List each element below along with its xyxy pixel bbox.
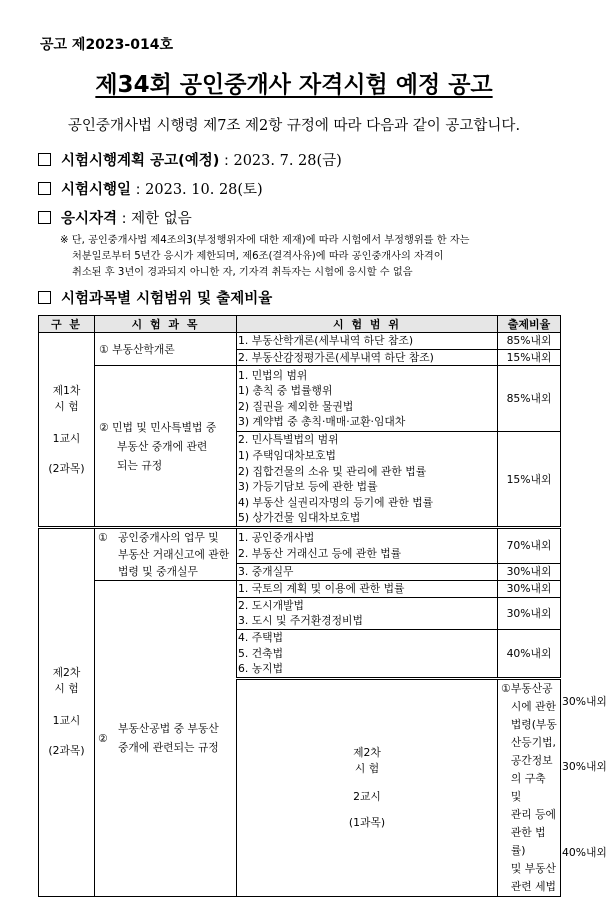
table-cell-range: 1. 부동산학개론(세부내역 하단 참조) [237,333,498,350]
table-cell-range: 2. 민사특별법의 범위 1) 주택임대차보호법 2) 집합건물의 소유 및 관리에 관한 법률 3) 가등기담보 등에 관한 법률 4) 부동산 실권리자명의 등기에 관한 법률 5) 상가건물 임대차보호법 [237,432,498,528]
item-exam-date: 시험시행일 : 2023. 10. 28(토) [38,178,263,199]
exam1-subject2: ② 민법 및 민사특별법 중 부동산 중개에 관련 되는 규정 [95,366,237,528]
exam2-subject2: ② 부동산공법 중 부동산 중개에 관련되는 규정 [95,581,237,897]
table-cell-ratio: 85%내외 [498,366,561,432]
checkbox-square-icon [38,291,51,304]
table-cell-range: 4. 주택법 5. 건축법 6. 농지법 [237,629,498,678]
item-label: 응시자격 [61,211,118,227]
table-cell-ratio: 40%내외 [498,629,561,678]
table-cell-range: 1. 민법의 범위 1) 총칙 중 법률행위 2) 질권을 제외한 물권법 3) 계약법 중 총칙·매매·교환·임대차 [237,366,498,432]
table-cell-ratio: 30%내외 [498,581,561,598]
item-label: 시험시행일 [61,182,132,198]
item-eligibility: 응시자격 : 제한 없음 [38,207,192,228]
table-cell-range: 3. 중개실무 [237,563,498,581]
intro-text: 공인중개사법 시행령 제7조 제2항 규정에 따라 다음과 같이 공고합니다. [67,118,521,134]
item-announcement: 시험시행계획 공고(예정) : 2023. 7. 28(금) [38,149,342,170]
checkbox-square-icon [38,153,51,166]
checkbox-square-icon [38,211,51,224]
item-value: 제한 없음 [131,211,192,227]
eligibility-note: ※ 단, 공인중개사법 제4조의3(부정행위자에 대한 제재)에 따라 시험에서 부정행위를 한 자는 처분일로부터 5년간 응시가 제한되며, 제6조(결격사유)에 따라 공인중개사의 자격이 취소된 후 3년이 경과되지 아니한 자, 기자격 취득자는 시험에 응시할 수 없음 [60,235,470,278]
table-cell-range: 2. 도시개발법 3. 도시 및 주거환경정비법 [237,597,498,629]
exam3-subject: ① 부동산공시에 관한 법령(부동산등기법, 공간정보의 구축 및 관리 등에 관한 법률) 및 부동산 관련 세법 [498,678,561,896]
section-title: 시험과목별 시험범위 및 출제비율 [38,287,272,308]
header-ratio: 출제비율 [498,316,561,333]
table-cell-range: 1. 공인중개사법 2. 부동산 거래신고 등에 관한 법률 [237,528,498,563]
table-cell-ratio: 15%내외 [498,349,561,366]
item-value: 2023. 10. 28(토) [145,182,263,198]
exam3-division: 제2차 시 험 2교시 (1과목) [237,678,498,896]
header-subject: 시 험 과 목 [95,316,237,333]
exam1-division: 제1차 시 험 1교시 (2과목) [39,333,95,528]
item-label: 시험시행계획 공고(예정) [61,153,220,169]
exam2-division: 제2차 시 험 1교시 (2과목) [39,528,95,897]
table-cell-ratio: 30%내외 [498,597,561,629]
table-cell-ratio: 85%내외 [498,333,561,350]
table-cell-ratio: 15%내외 [498,432,561,528]
page-title: 제34회 공인중개사 자격시험 예정 공고 [95,72,493,98]
exam-scope-table: 구 분 시 험 과 목 시 험 범 위 출제비율 제1차 시 험 1교시 (2과목) ① 부동산학개론 1. 부동산학개론(세부내역 하단 참조) 85%내외 2. 부동산감정평가론(세부내역 하단 참조) 15%내외 ② 민법 및 민사특별법 중 부동산 중개에 관련 되는 규정 1. 민법의 범위 1) 총칙 중 법률행위 2) 질권을 제외한 물권법 3) 계약법 중 총칙·매매·교환·임대차 85%내외 2. 민사특별법의 범위 1) 주택임대차보호법 2) 집합건물의 소유 및 관리에 관한 법률 3) 가등기담보 등에 관한 법률 4) 부동산 실권리자명의 등기에 관한 법률 5) 상가건물 임대차보호법 15%내외 제2차 시 험 1교시 (2과목) ① 공인중개사의 업무 및 부동산 거래신고에 관한 법령 및 중개실무 1. 공인중개사법 2. 부동산 거래신고 등에 관한 법률 70%내외 3. 중개실무 30%내외 ② 부동산공법 중 부동산 중개에 관련되는 규정 1. 국토의 계획 및 이용에 관한 법률 30%내외 2. 도시개발법 3. 도시 및 주거환경정비법 30%내외 4. 주택법 5. 건축법 6. 농지법 40%내외 제2차 시 험 2교시 (1과목) ① 부동산공시에 관한 법령(부동산등기법, 공간정보의 구축 및 관리 등에 관한 법률) 및 부동산 관련 세법 30%내외 30%내외 40%내외 [38,315,561,897]
exam1-subject1: ① 부동산학개론 [95,333,237,366]
header-range: 시 험 범 위 [237,316,498,333]
header-division: 구 분 [39,316,95,333]
table-cell-ratio: 30%내외 [498,563,561,581]
table-cell-range: 1. 국토의 계획 및 이용에 관한 법률 [237,581,498,598]
table-cell-range: 2. 부동산감정평가론(세부내역 하단 참조) [237,349,498,366]
table-cell-ratio: 70%내외 [498,528,561,563]
item-value: 2023. 7. 28(금) [233,153,342,169]
checkbox-square-icon [38,182,51,195]
notice-number: 공고 제2023-014호 [40,37,173,53]
exam2-subject1: ① 공인중개사의 업무 및 부동산 거래신고에 관한 법령 및 중개실무 [95,528,237,581]
